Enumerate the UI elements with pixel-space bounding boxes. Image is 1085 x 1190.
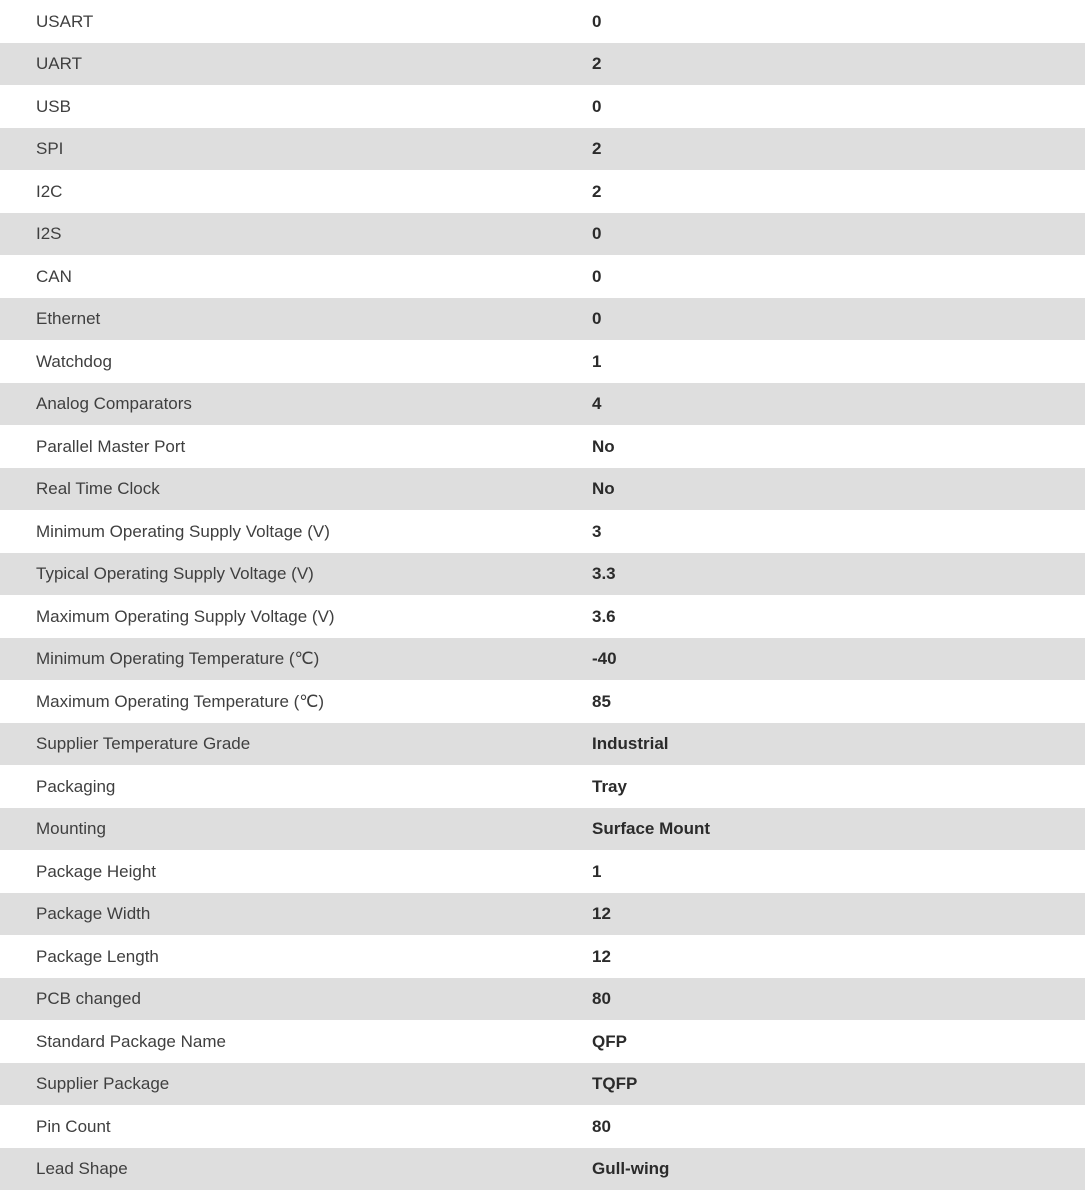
spec-label: Maximum Operating Temperature (℃)	[0, 680, 564, 723]
spec-label: Analog Comparators	[0, 383, 564, 426]
table-row	[0, 680, 1085, 723]
spec-label: PCB changed	[0, 978, 564, 1021]
table-row	[0, 1105, 1085, 1148]
spec-label: Supplier Package	[0, 1063, 564, 1106]
spec-value: No	[564, 468, 1085, 511]
spec-value: Tray	[564, 765, 1085, 808]
spec-label: Package Length	[0, 935, 564, 978]
spec-value: Surface Mount	[564, 808, 1085, 851]
table-row	[0, 850, 1085, 893]
spec-value: 0	[564, 255, 1085, 298]
table-row	[0, 85, 1085, 128]
spec-label: Minimum Operating Supply Voltage (V)	[0, 510, 564, 553]
table-row	[0, 510, 1085, 553]
table-row	[0, 383, 1085, 426]
spec-label: Package Height	[0, 850, 564, 893]
spec-label: Supplier Temperature Grade	[0, 723, 564, 766]
table-row	[0, 723, 1085, 766]
spec-value: 80	[564, 1105, 1085, 1148]
spec-value: 0	[564, 0, 1085, 43]
spec-value: 2	[564, 43, 1085, 86]
spec-label: I2S	[0, 213, 564, 256]
table-row	[0, 468, 1085, 511]
spec-value: -40	[564, 638, 1085, 681]
table-row	[0, 1148, 1085, 1190]
table-row	[0, 128, 1085, 171]
spec-value: QFP	[564, 1020, 1085, 1063]
spec-value: 85	[564, 680, 1085, 723]
spec-value: TQFP	[564, 1063, 1085, 1106]
table-row	[0, 893, 1085, 936]
table-row	[0, 1020, 1085, 1063]
table-row	[0, 553, 1085, 596]
table-row	[0, 935, 1085, 978]
spec-value: 2	[564, 128, 1085, 171]
table-row	[0, 425, 1085, 468]
spec-label: Package Width	[0, 893, 564, 936]
spec-label: Standard Package Name	[0, 1020, 564, 1063]
spec-label: Typical Operating Supply Voltage (V)	[0, 553, 564, 596]
table-row	[0, 808, 1085, 851]
table-row	[0, 213, 1085, 256]
table-row	[0, 1063, 1085, 1106]
table-row	[0, 170, 1085, 213]
spec-label: CAN	[0, 255, 564, 298]
spec-value: 12	[564, 935, 1085, 978]
spec-label: Lead Shape	[0, 1148, 564, 1190]
spec-label: Watchdog	[0, 340, 564, 383]
spec-label: Minimum Operating Temperature (℃)	[0, 638, 564, 681]
table-row	[0, 0, 1085, 43]
spec-label: Mounting	[0, 808, 564, 851]
spec-value: 3	[564, 510, 1085, 553]
spec-label: Maximum Operating Supply Voltage (V)	[0, 595, 564, 638]
spec-value: 80	[564, 978, 1085, 1021]
spec-label: SPI	[0, 128, 564, 171]
table-row	[0, 43, 1085, 86]
spec-value: 12	[564, 893, 1085, 936]
spec-value: 3.6	[564, 595, 1085, 638]
spec-value: 0	[564, 213, 1085, 256]
table-row	[0, 298, 1085, 341]
spec-value: 1	[564, 850, 1085, 893]
table-row	[0, 765, 1085, 808]
spec-value: Gull-wing	[564, 1148, 1085, 1190]
spec-label: I2C	[0, 170, 564, 213]
spec-label: Parallel Master Port	[0, 425, 564, 468]
spec-value: 0	[564, 85, 1085, 128]
spec-label: USART	[0, 0, 564, 43]
spec-value: 0	[564, 298, 1085, 341]
spec-value: 4	[564, 383, 1085, 426]
spec-label: UART	[0, 43, 564, 86]
spec-value: 2	[564, 170, 1085, 213]
table-row	[0, 255, 1085, 298]
table-row	[0, 638, 1085, 681]
spec-value: No	[564, 425, 1085, 468]
spec-label: Ethernet	[0, 298, 564, 341]
spec-label: Packaging	[0, 765, 564, 808]
table-row	[0, 978, 1085, 1021]
table-row	[0, 595, 1085, 638]
spec-label: Pin Count	[0, 1105, 564, 1148]
table-row	[0, 340, 1085, 383]
spec-value: 3.3	[564, 553, 1085, 596]
spec-value: 1	[564, 340, 1085, 383]
spec-label: USB	[0, 85, 564, 128]
spec-value: Industrial	[564, 723, 1085, 766]
spec-label: Real Time Clock	[0, 468, 564, 511]
